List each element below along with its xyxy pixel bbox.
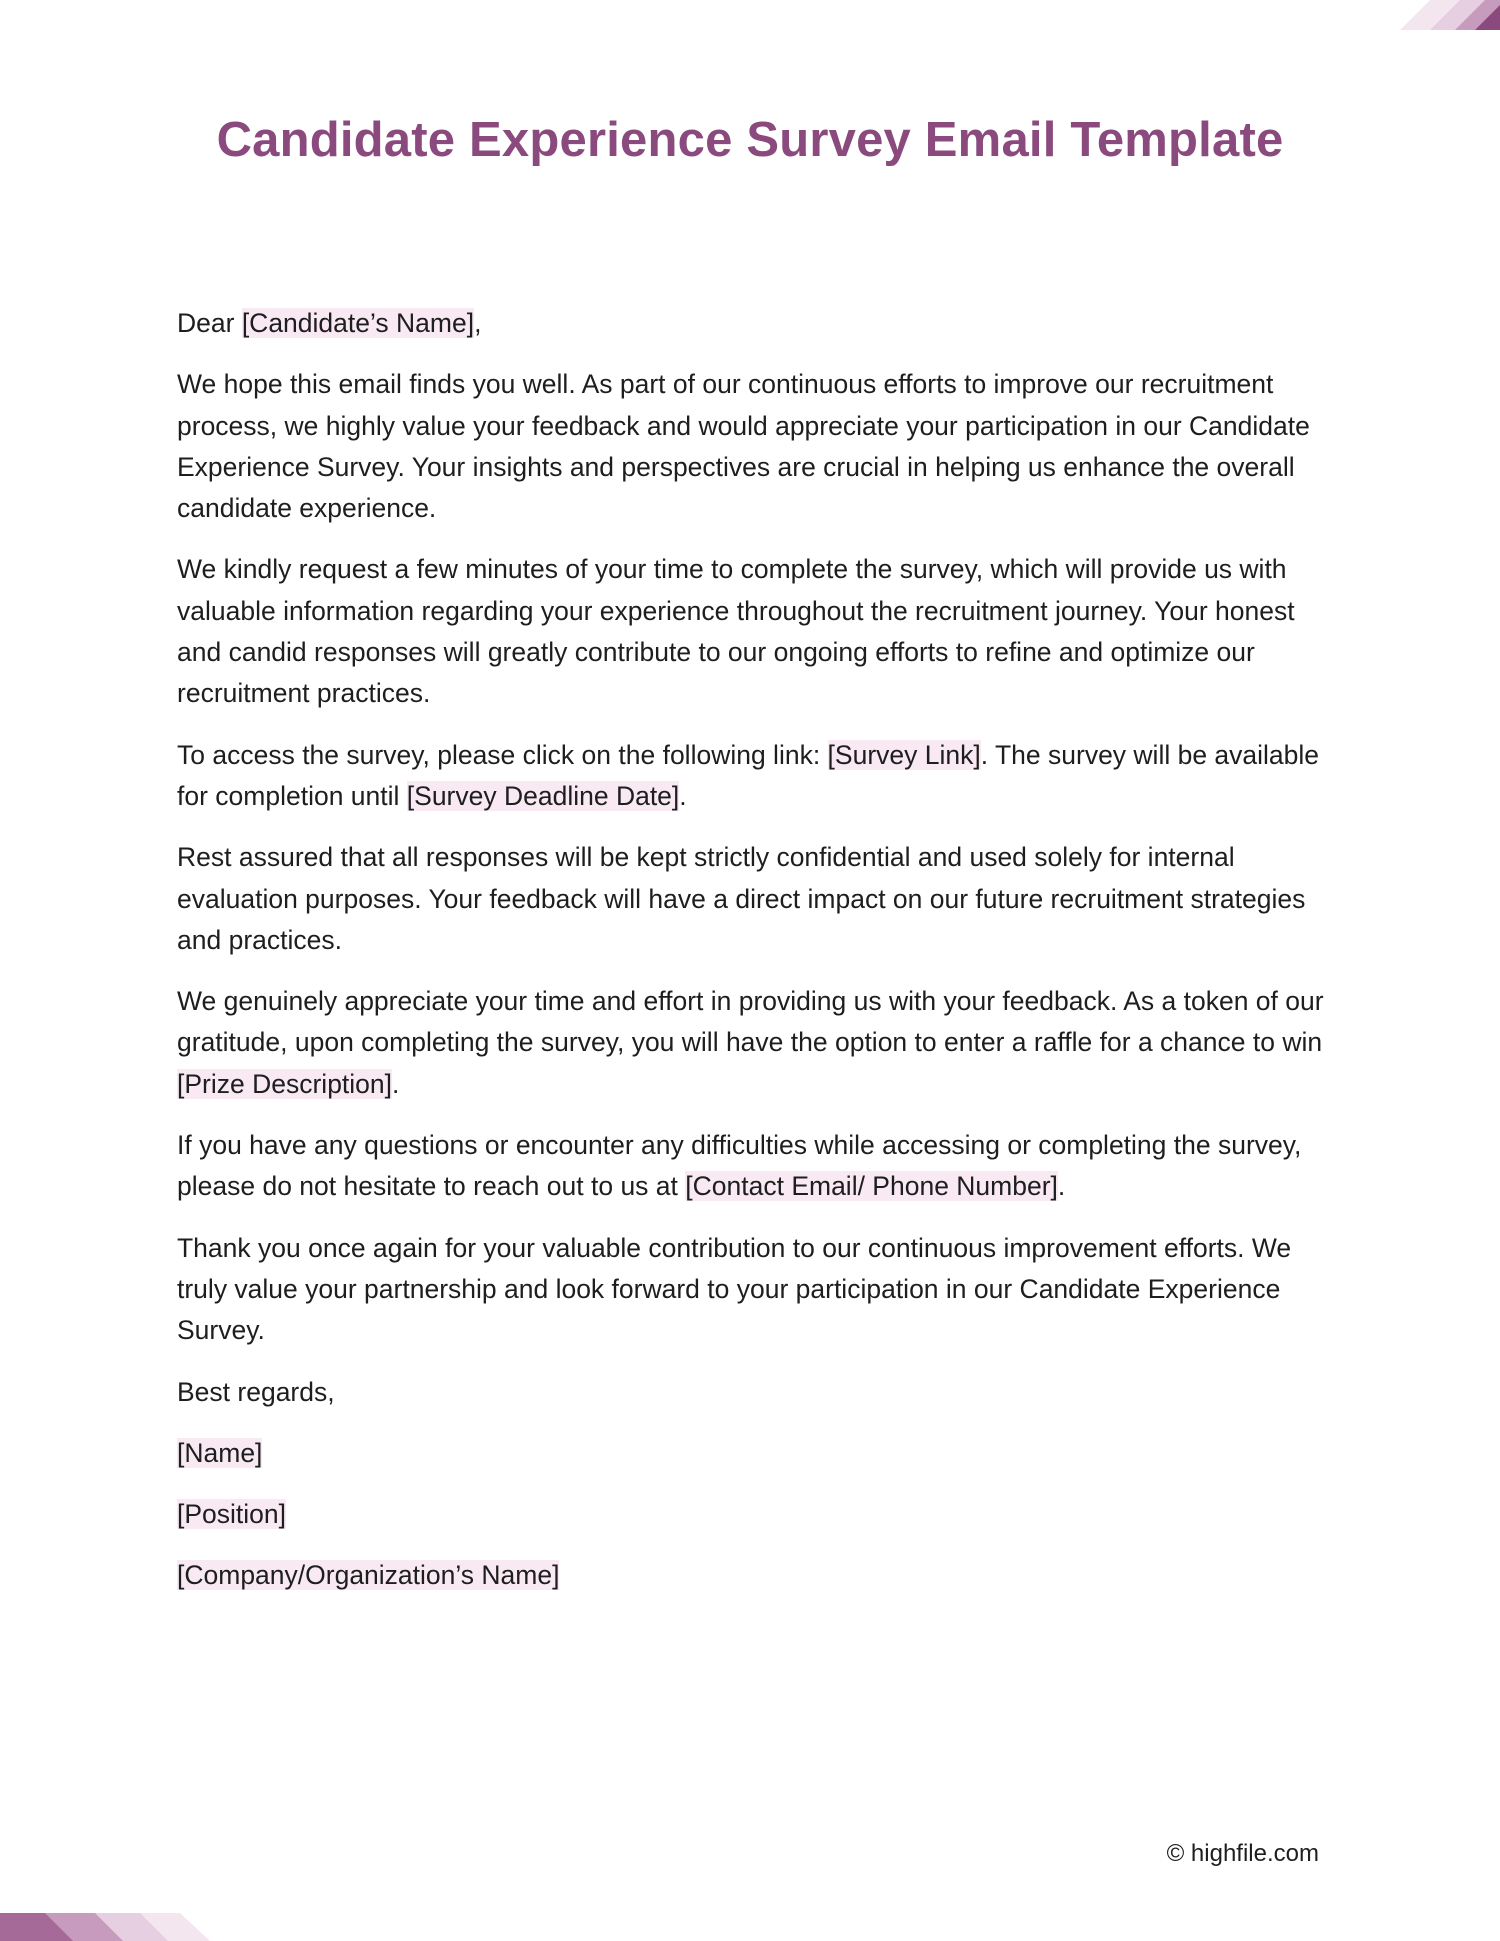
contact-text: If you have any questions or encounter any difficulties while accessing or completing the survey, please do not hesitate to reach out to us at (177, 1130, 1302, 1202)
greeting-suffix: , (474, 308, 482, 338)
prize-placeholder: [Prize Description] (177, 1068, 393, 1099)
contact-end: . (1057, 1171, 1066, 1202)
paragraph-contact (177, 1125, 1337, 1208)
paragraph-raffle (177, 981, 1337, 1105)
paragraph-intro: We hope this email finds you well. As part of our continuous efforts to improve our recruitment process, we highly value your feedback and would appreciate your participation in our Candidate Experience Survey. Your insights and perspectives are crucial in helping us enhance the overall candidate experience. (177, 369, 1310, 524)
paragraph-thanks: Thank you once again for your valuable contribution to our continuous improvement efforts. We truly value your partnership and look forward to your participation in our Candidate Experience Survey. (177, 1232, 1292, 1346)
paragraph-confidentiality: Rest assured that all responses will be kept strictly confidential and used solely for internal evaluation purposes. Your feedback will have a direct impact on our future recruitment strategies and practices. (177, 842, 1306, 955)
closing: Best regards, (177, 1376, 335, 1407)
name-placeholder: [Name] (177, 1437, 263, 1468)
survey-access-end: . (679, 780, 687, 811)
corner-decoration-bottom (0, 1913, 210, 1941)
raffle-text: We genuinely appreciate your time and effort in providing us with your feedback. As a token of our gratitude, upon completing the survey, you will have the option to enter a raffle for a chance to win (177, 986, 1324, 1058)
greeting (177, 303, 1337, 344)
greeting-prefix: Dear (177, 308, 242, 338)
position-placeholder: [Position] (177, 1499, 287, 1530)
signature-name (177, 1433, 1337, 1474)
footer-copyright: © highfile.com (1166, 1840, 1319, 1867)
signature-position (177, 1494, 1337, 1535)
raffle-end: . (392, 1068, 400, 1099)
survey-deadline-placeholder: [Survey Deadline Date] (406, 780, 680, 811)
contact-placeholder: [Contact Email/ Phone Number] (685, 1171, 1058, 1202)
candidate-name-placeholder: [Candidate’s Name] (241, 308, 475, 338)
corner-decoration-top (1300, 0, 1500, 30)
paragraph-request: We kindly request a few minutes of your time to complete the survey, which will provide us with valuable information regarding your experience throughout the recruitment journey. Your honest and candid responses will greatly contribute to our ongoing efforts to refine and optimize our recruitment practices. (177, 554, 1295, 709)
page-title: Candidate Experience Survey Email Template (216, 113, 1284, 167)
signature-company (177, 1555, 1337, 1596)
email-body (177, 303, 1337, 1617)
company-placeholder: [Company/Organization’s Name] (177, 1560, 560, 1591)
paragraph-survey-access (177, 735, 1337, 818)
survey-access-text: To access the survey, please click on the following link: (177, 739, 828, 770)
survey-availability-text: . The survey will be available for completion until (177, 739, 1320, 811)
survey-link-placeholder: [Survey Link] (827, 739, 981, 770)
